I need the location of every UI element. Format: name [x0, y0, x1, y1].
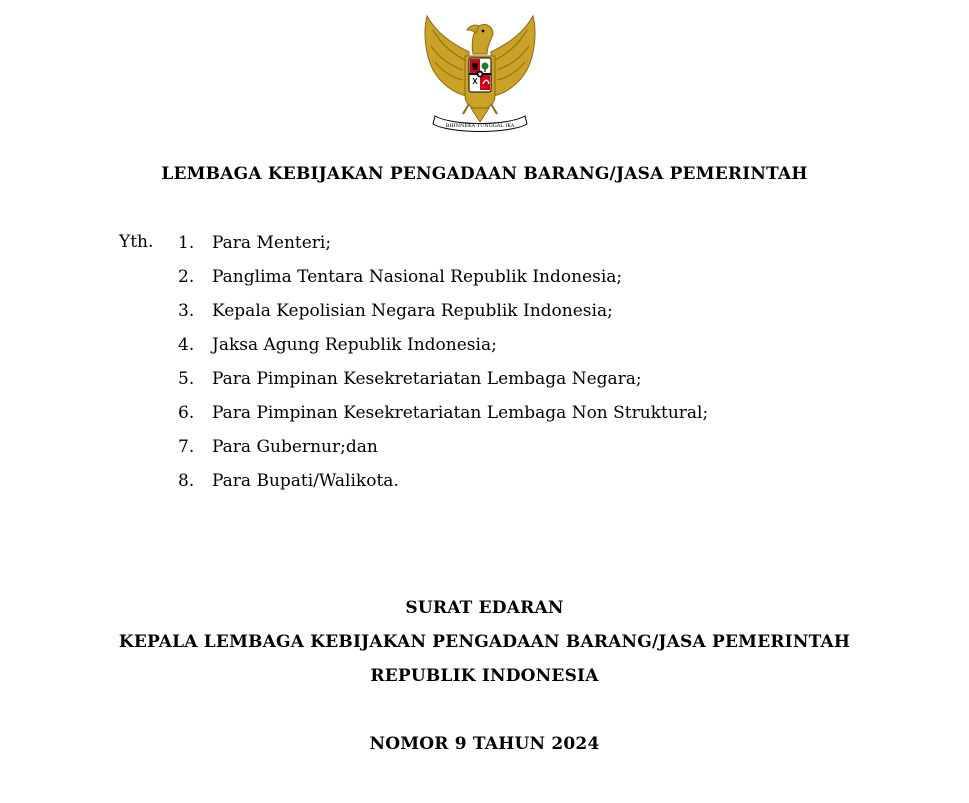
agency-heading: LEMBAGA KEBIJAKAN PENGADAAN BARANG/JASA PEMERINTAH — [161, 164, 808, 184]
list-item — [178, 470, 708, 504]
list-number: 5. — [178, 369, 195, 389]
list-item — [178, 232, 708, 266]
list-item — [178, 402, 708, 436]
list-number: 3. — [178, 301, 195, 321]
right-wing — [491, 16, 535, 96]
list-number: 1. — [178, 233, 195, 253]
list-item — [178, 436, 708, 470]
list-text: Para Bupati/Walikota. — [212, 471, 399, 491]
issuer-title: KEPALA LEMBAGA KEBIJAKAN PENGADAAN BARANG/JASA PEMERINTAH — [118, 632, 851, 652]
list-item — [178, 334, 708, 368]
left-wing — [425, 16, 469, 96]
list-text: Para Pimpinan Kesekretariatan Lembaga Negara; — [212, 369, 642, 389]
list-text: Kepala Kepolisian Negara Republik Indonesia; — [212, 301, 613, 321]
list-item — [178, 368, 708, 402]
list-text: Jaksa Agung Republik Indonesia; — [212, 335, 497, 355]
motto-text: BHINNEKA TUNGGAL IKA — [445, 123, 515, 129]
country-title: REPUBLIK INDONESIA — [370, 666, 599, 686]
list-number: 4. — [178, 335, 195, 355]
list-text: Para Menteri; — [212, 233, 332, 253]
list-item — [178, 300, 708, 334]
addressee-label: Yth. — [119, 232, 154, 252]
list-text: Para Gubernur;dan — [212, 437, 378, 457]
recipient-list — [178, 232, 708, 504]
list-number: 7. — [178, 437, 195, 457]
document-number: NOMOR 9 TAHUN 2024 — [369, 734, 600, 754]
list-item — [178, 266, 708, 300]
list-text: Para Pimpinan Kesekretariatan Lembaga Non Struktural; — [212, 403, 709, 423]
garuda-pancasila-emblem — [413, 4, 547, 136]
document-type-title: SURAT EDARAN — [405, 598, 564, 618]
list-text: Panglima Tentara Nasional Republik Indonesia; — [212, 267, 623, 287]
shield — [469, 58, 491, 92]
list-number: 2. — [178, 267, 195, 287]
list-number: 8. — [178, 471, 195, 491]
list-number: 6. — [178, 403, 195, 423]
